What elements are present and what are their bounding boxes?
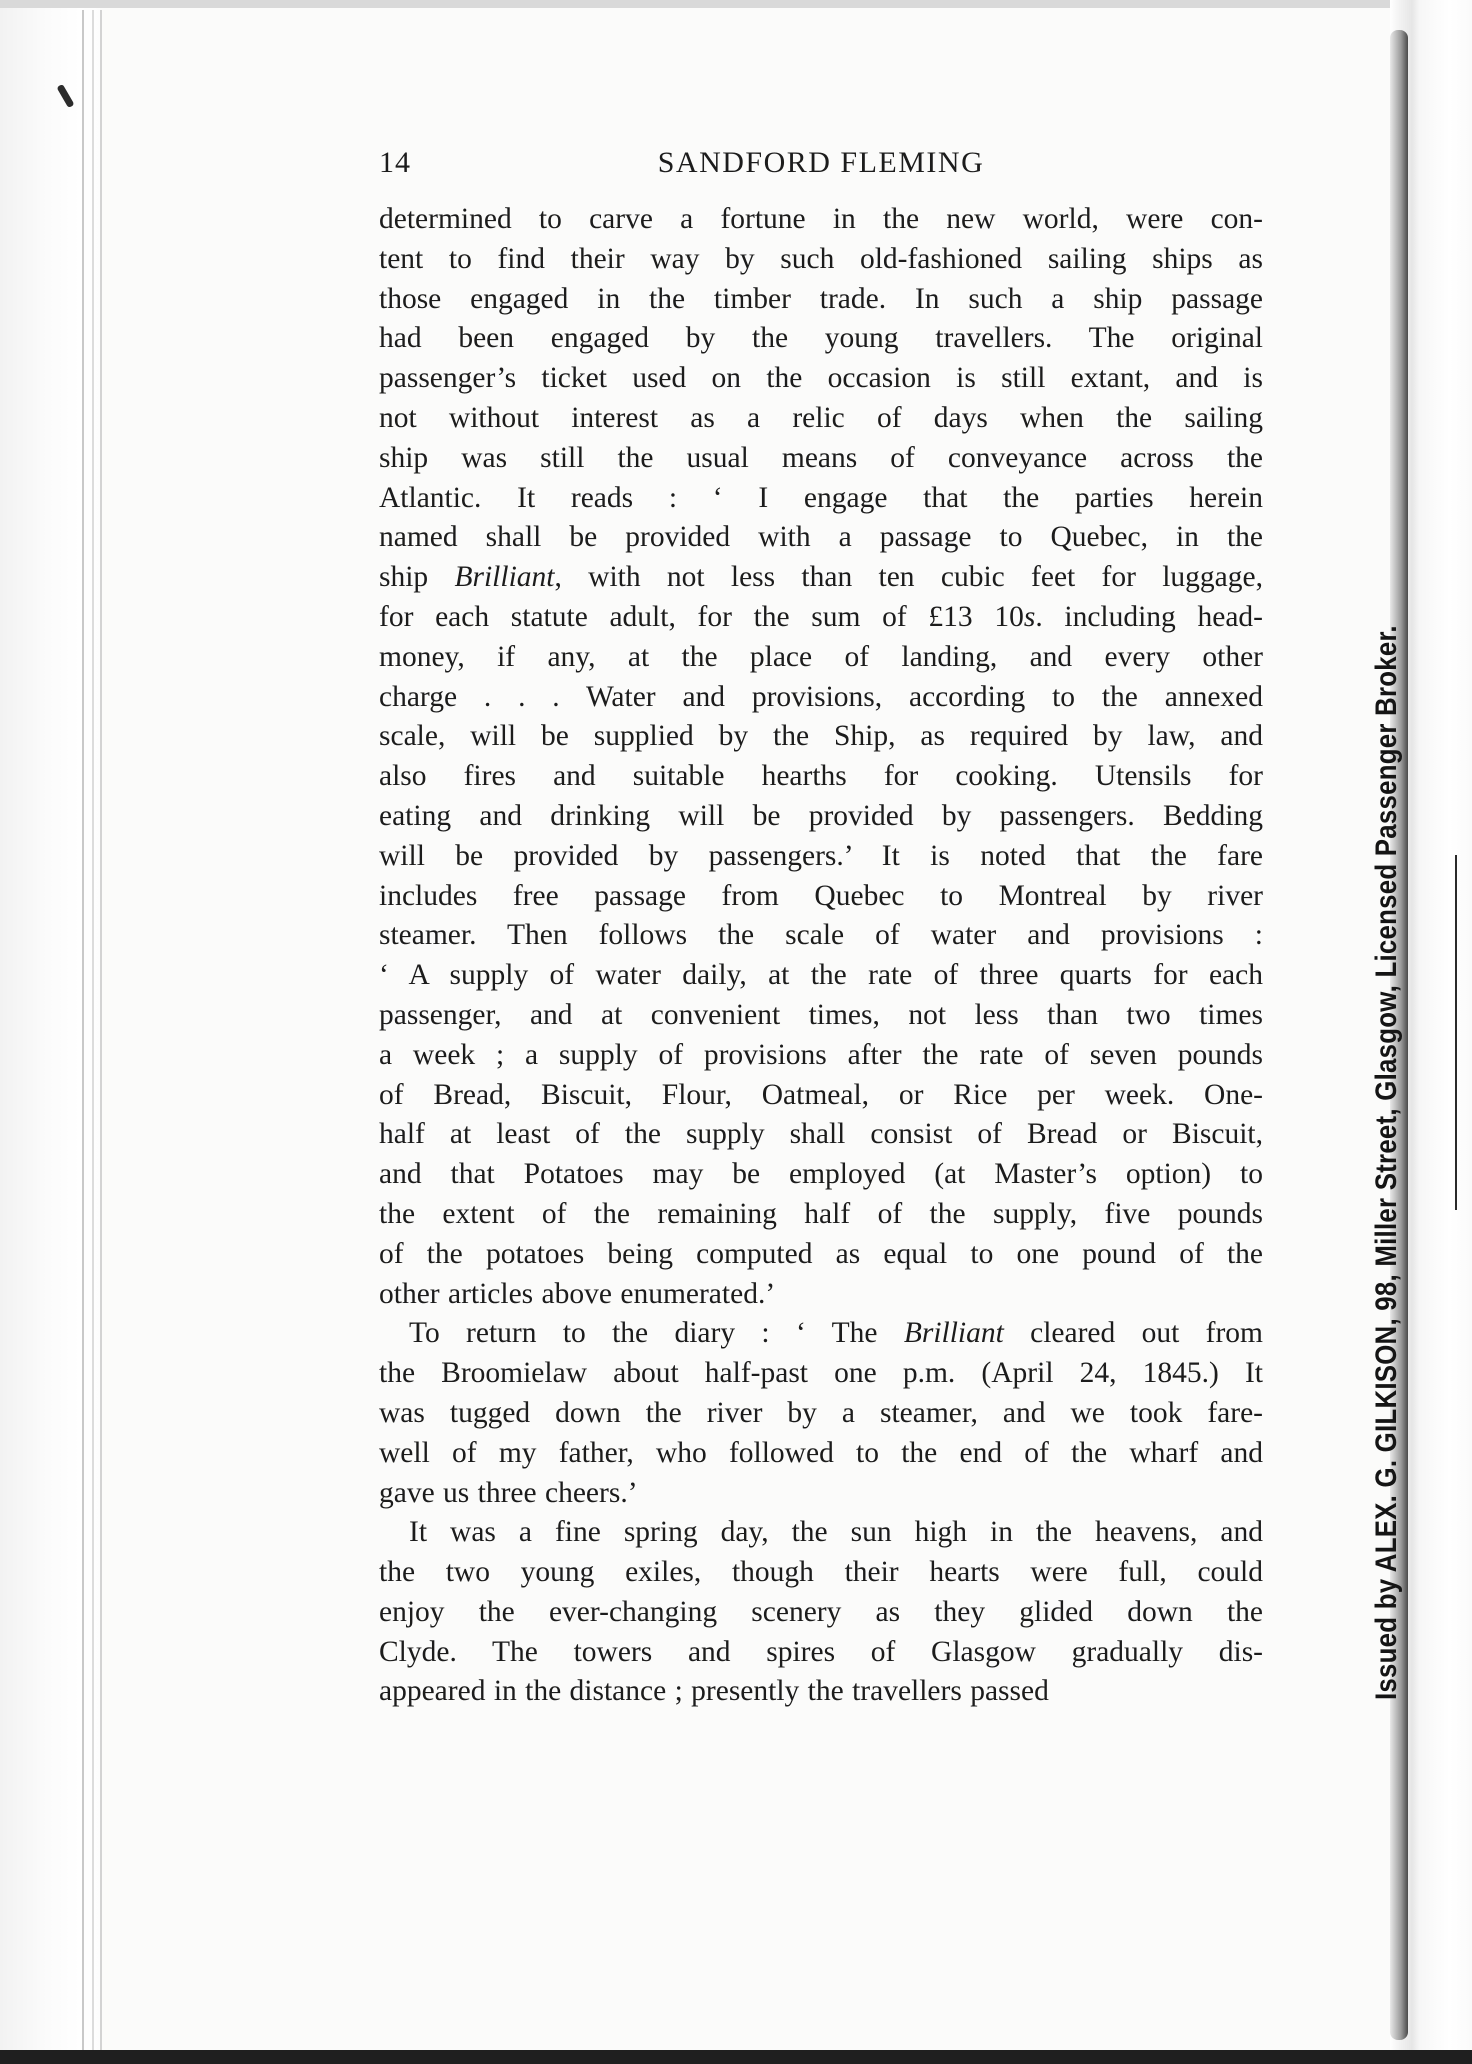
side-note-vertical: Issued by ALEX. G. GILKISON, 98, Miller Street, Glasgow, Licensed Passenger Broker.: [1370, 625, 1403, 1700]
text-line: enjoy the ever-changing scenery as they glided down the: [379, 1595, 1263, 1628]
text-line: and that Potatoes may be employed (at Master’s option) to: [379, 1158, 1263, 1191]
text-line: money, if any, at the place of landing, and every other: [379, 640, 1263, 673]
text-line: determined to carve a fortune in the new world, were con-: [379, 203, 1263, 235]
book-binding-left: [0, 0, 100, 2064]
text-line: charge . . . Water and provisions, according to the annexed: [379, 680, 1263, 713]
text-line: passenger’s ticket used on the occasion is still extant, and is: [379, 362, 1263, 395]
paragraph: [379, 1513, 1263, 1712]
text-line: for each statute adult, for the sum of £13 10s. including head-: [379, 600, 1264, 633]
text-line: half at least of the supply shall consist of Bread or Biscuit,: [379, 1118, 1263, 1151]
text-line: also fires and suitable hearths for cooking. Utensils for: [379, 760, 1263, 793]
binding-line: [100, 10, 102, 2050]
binding-line: [82, 10, 84, 2050]
text-line: named shall be provided with a passage to Quebec, in the: [379, 521, 1263, 554]
text-line: the two young exiles, though their hearts were full, could: [379, 1556, 1263, 1589]
page-number: 14: [379, 146, 411, 179]
binding-line: [92, 10, 94, 2050]
text-line: a week ; a supply of provisions after the rate of seven pounds: [379, 1038, 1263, 1071]
text-line: tent to find their way by such old-fashioned sailing ships as: [379, 242, 1263, 275]
body-text: [379, 200, 1263, 1712]
text-line: well of my father, who followed to the end of the wharf and: [379, 1436, 1263, 1469]
text-line: will be provided by passengers.’ It is noted that the fare: [379, 839, 1263, 872]
text-line: those engaged in the timber trade. In such a ship passage: [379, 282, 1263, 315]
text-line: ship was still the usual means of conveyance across the: [379, 441, 1263, 474]
text-line: Clyde. The towers and spires of Glasgow gradually dis-: [379, 1635, 1263, 1668]
text-line: steamer. Then follows the scale of water and provisions :: [379, 919, 1263, 952]
text-line: ship Brilliant, with not less than ten cubic feet for luggage,: [379, 561, 1263, 594]
text-line: of the potatoes being computed as equal to one pound of the: [379, 1237, 1263, 1270]
scan-top-edge: [0, 0, 1472, 8]
text-line: had been engaged by the young travellers. The original: [379, 322, 1263, 355]
text-line: the Broomielaw about half-past one p.m. (April 24, 1845.) It: [379, 1357, 1263, 1390]
text-line: the extent of the remaining half of the supply, five pounds: [379, 1197, 1263, 1230]
text-line: ‘ A supply of water daily, at the rate of three quarts for each: [379, 959, 1263, 992]
text-line: passenger, and at convenient times, not less than two times: [379, 998, 1263, 1031]
text-line: Atlantic. It reads : ‘ I engage that the parties herein: [379, 481, 1263, 514]
text-line: includes free passage from Quebec to Montreal by river: [379, 879, 1263, 912]
text-line: gave us three cheers.’: [379, 1476, 638, 1509]
text-line: To return to the diary : ‘ The Brilliant cleared out from: [409, 1317, 1263, 1350]
book-page: [379, 146, 1263, 1712]
text-line: other articles above enumerated.’: [379, 1277, 776, 1310]
text-line: was tugged down the river by a steamer, and we took fare-: [379, 1396, 1263, 1429]
text-line: of Bread, Biscuit, Flour, Oatmeal, or Rice per week. One-: [379, 1078, 1263, 1111]
paragraph: [379, 1314, 1263, 1513]
scan-bottom-edge: [0, 2050, 1472, 2064]
text-line: scale, will be supplied by the Ship, as required by law, and: [379, 720, 1263, 753]
text-line: appeared in the distance ; presently the travellers passed: [379, 1675, 1049, 1708]
text-line: eating and drinking will be provided by passengers. Bedding: [379, 799, 1263, 832]
text-line: not without interest as a relic of days when the sailing: [379, 401, 1263, 434]
paragraph: [379, 200, 1263, 1314]
text-line: It was a fine spring day, the sun high in the heavens, and: [409, 1516, 1263, 1549]
running-title: SANDFORD FLEMING: [657, 146, 985, 179]
side-rule: [1455, 855, 1457, 1210]
running-head: [379, 146, 1263, 186]
